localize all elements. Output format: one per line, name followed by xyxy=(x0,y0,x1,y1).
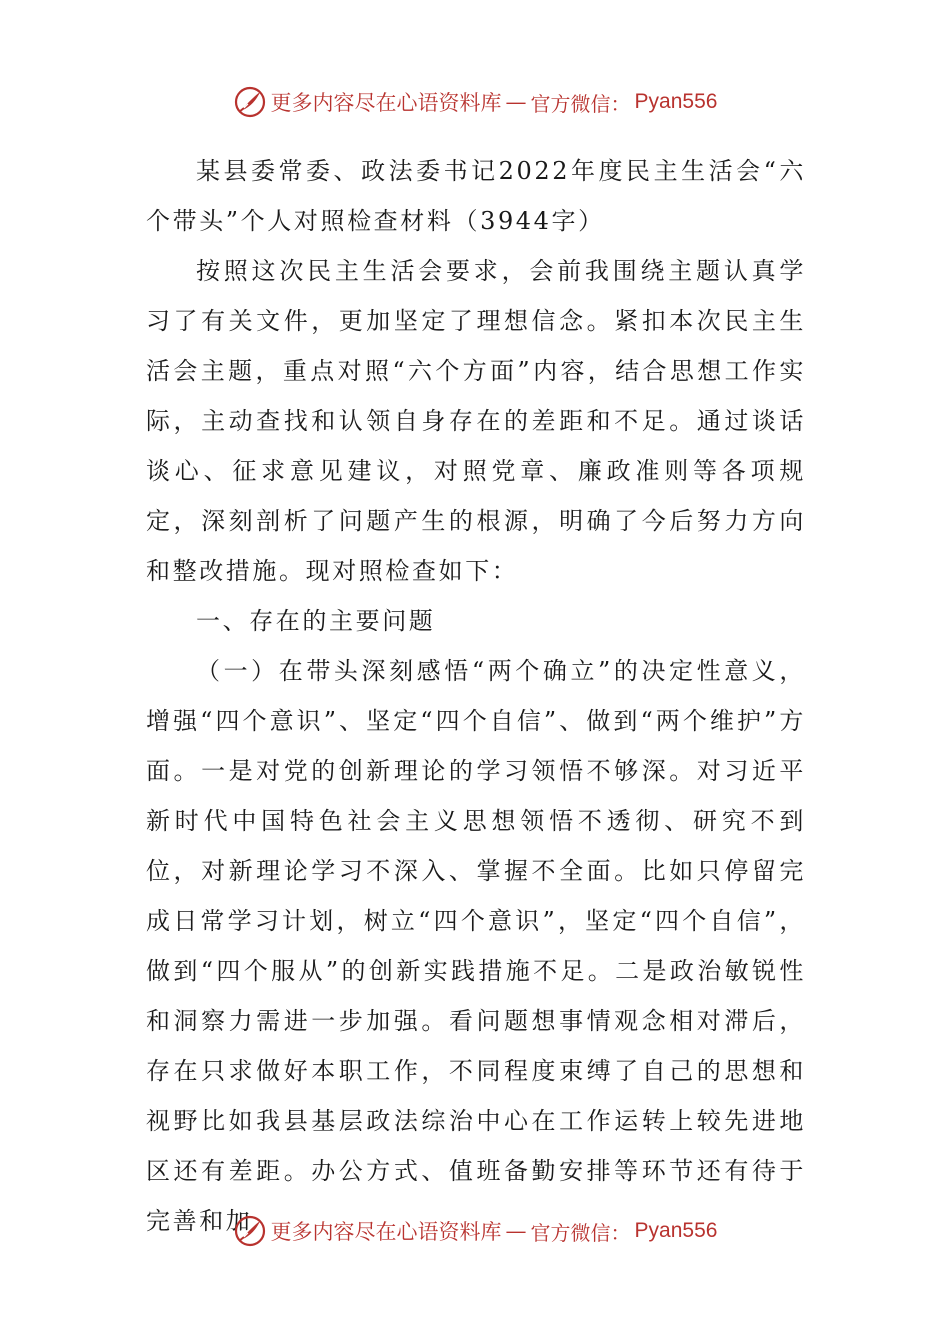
section-heading: 一、存在的主要问题 xyxy=(196,607,436,635)
watermark-dash: — xyxy=(505,90,527,114)
watermark-wechat-id: Pyan556 xyxy=(634,90,718,113)
document-body xyxy=(146,146,806,1246)
document-title: 某县委常委、政法委书记2022年度民主生活会“六个带头”个人对照检查材料（3944字） xyxy=(146,157,806,235)
section-paragraph: （一）在带头深刻感悟“两个确立”的决定性意义，增强“四个意识”、坚定“四个自信”、做到“两个维护”方面。一是对党的创新理论的学习领悟不够深。对习近平新时代中国特色社会主义思想领悟不透彻、研究不到位，对新理论学习不深入、掌握不全面。比如只停留完成日常学习计划，树立“四个意识”，坚定“四个自信”，做到“四个服从”的创新实践措施不足。二是政治敏锐性和洞察力需进一步加强。看问题想事情观念相对滞后，存在只求做好本职工作，不同程度束缚了自己的思想和视野比如我县基层政法综治中心在工作运转上较先进地区还有差距。办公方式、值班备勤安排等环节还有待于完善和加 xyxy=(146,657,806,1235)
watermark-wechat-label: 官方微信： xyxy=(530,91,631,116)
pen-quill-icon xyxy=(233,1214,267,1248)
watermark-site-text: 更多内容尽在心语资料库 xyxy=(270,91,502,115)
watermark-banner-top xyxy=(0,82,950,122)
watermark-banner-bottom xyxy=(0,1211,950,1251)
intro-paragraph: 按照这次民主生活会要求，会前我围绕主题认真学习了有关文件，更加坚定了理想信念。紧扣本次民主生活会主题，重点对照“六个方面”内容，结合思想工作实际，主动查找和认领自身存在的差距和不足。通过谈话谈心、征求意见建议，对照党章、廉政准则等各项规定，深刻剖析了问题产生的根源，明确了今后努力方向和整改措施。现对照检查如下： xyxy=(146,257,806,585)
watermark-wechat-label: 官方微信： xyxy=(530,1220,631,1245)
watermark-site-text: 更多内容尽在心语资料库 xyxy=(270,1220,502,1244)
pen-quill-icon xyxy=(233,85,267,119)
watermark-dash: — xyxy=(505,1219,527,1243)
watermark-wechat-id: Pyan556 xyxy=(634,1219,718,1242)
